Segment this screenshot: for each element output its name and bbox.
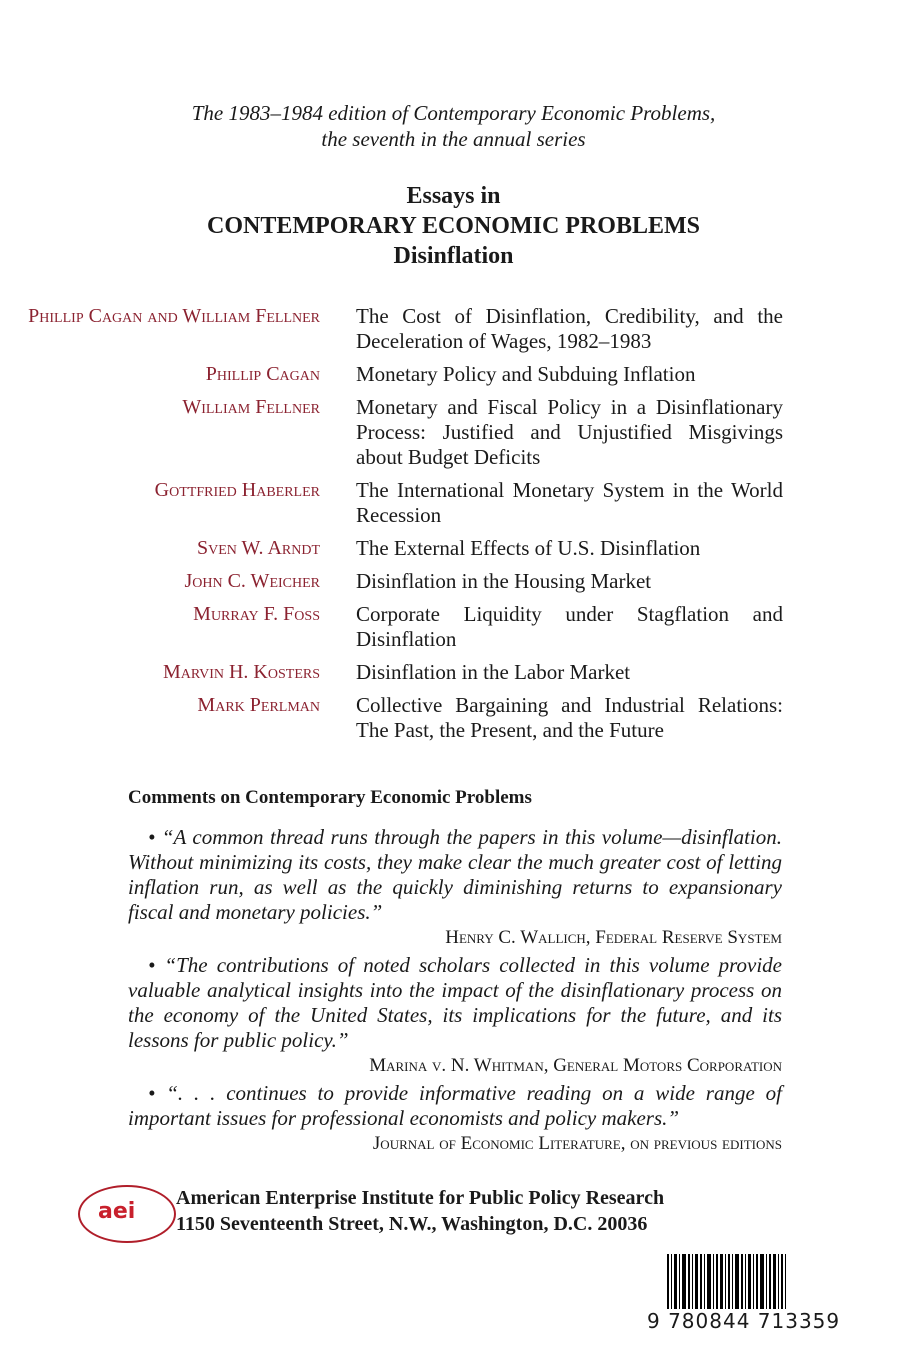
logo-text: aei: [98, 1199, 136, 1224]
essay-title: Monetary Policy and Subduing Inflation: [356, 362, 696, 386]
essay-title: Disinflation in the Housing Market: [356, 569, 652, 593]
review-quote: • “. . . continues to provide informative reading on a wide range of important issues for professional economists and policy makers.”: [128, 1081, 782, 1130]
review-quote: • “A common thread runs through the papers in this volume—disinflation. Without minimizing its costs, they make clear the much greater cost of letting inflation run, as well as the quickly diminishing returns to expansionary fiscal and monetary policies.”: [128, 825, 782, 924]
publisher-name: American Enterprise Institute for Public Policy Research: [176, 1187, 665, 1209]
essay-title: Monetary and Fiscal Policy in a Disinflationary Process: Justified and Unjustified Misgivings about Budget Deficits: [356, 395, 783, 469]
contents-row: [0, 602, 907, 652]
contents-row: [0, 536, 907, 561]
book-title: [0, 181, 907, 271]
title-line-3: Disinflation: [393, 243, 514, 269]
intro-line-1: The 1983–1984 edition of Contemporary Economic Problems,: [191, 101, 716, 125]
essay-title: The Cost of Disinflation, Credibility, and the Deceleration of Wages, 1982–1983: [356, 304, 783, 353]
contents-row: [0, 660, 907, 685]
barcode-icon: [647, 1254, 841, 1334]
table-of-contents: [0, 304, 907, 751]
intro-line-2: the seventh in the annual series: [321, 127, 586, 151]
title-line-1: Essays in: [406, 183, 501, 209]
essay-title: The International Monetary System in the World Recession: [356, 478, 783, 527]
essay-author: Sven W. Arndt: [196, 537, 320, 559]
contents-row: [0, 569, 907, 594]
essay-title: Disinflation in the Labor Market: [356, 660, 631, 684]
contents-row: [0, 304, 907, 354]
isbn-number: 9 780844 713359: [647, 1309, 841, 1333]
contents-row: [0, 395, 907, 470]
edition-note: [0, 100, 907, 152]
essay-title: The External Effects of U.S. Disinflation: [356, 536, 701, 560]
comments-heading: Comments on Contemporary Economic Problems: [128, 787, 532, 808]
essay-author: Marvin H. Kosters: [162, 661, 320, 683]
review-quote: • “The contributions of noted scholars collected in this volume provide valuable analytical insights into the impact of the disinflationary process on the economy of the United States, its implications for the future, and its lessons for public policy.”: [128, 953, 782, 1052]
essay-author: Mark Perlman: [197, 694, 320, 716]
essay-author: Phillip Cagan and William Fellner: [28, 305, 320, 327]
aei-logo-icon: [78, 1185, 176, 1243]
essay-author: Gottfried Haberler: [154, 479, 320, 501]
contents-row: [0, 478, 907, 528]
essay-author: William Fellner: [182, 396, 320, 418]
publisher-address: 1150 Seventeenth Street, N.W., Washington, D.C. 20036: [176, 1213, 648, 1235]
contents-row: [0, 693, 907, 743]
essay-author: Phillip Cagan: [205, 363, 320, 385]
essay-author: John C. Weicher: [184, 570, 320, 592]
essay-title: Corporate Liquidity under Stagflation and Disinflation: [356, 602, 783, 651]
review-source: Marina v. N. Whitman, General Motors Corporation: [369, 1055, 782, 1076]
review-source: Journal of Economic Literature, on previous editions: [372, 1133, 782, 1154]
essay-title: Collective Bargaining and Industrial Relations: The Past, the Present, and the Future: [356, 693, 783, 742]
comments-section: [128, 825, 782, 1159]
essay-author: Murray F. Foss: [193, 603, 320, 625]
review-source: Henry C. Wallich, Federal Reserve System: [445, 927, 782, 948]
contents-row: [0, 362, 907, 387]
title-line-2: CONTEMPORARY ECONOMIC PROBLEMS: [207, 213, 700, 239]
publisher-info: [176, 1185, 664, 1237]
